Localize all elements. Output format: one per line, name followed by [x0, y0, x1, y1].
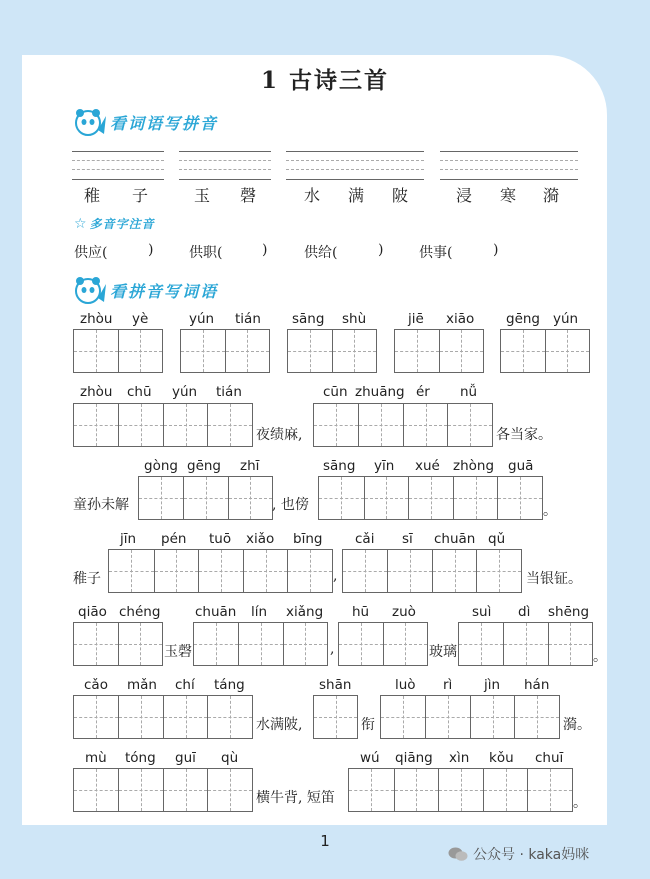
polyphone-item: ): [493, 242, 499, 258]
pinyin-label: gòng: [144, 458, 178, 474]
writing-grid[interactable]: [342, 549, 522, 593]
pinyin-label: mǎn: [127, 677, 157, 693]
pinyin-label: mù: [85, 750, 107, 766]
pinyin-label: tóng: [125, 750, 156, 766]
pinyin-label: shù: [342, 311, 367, 327]
panda-icon: [74, 274, 108, 306]
word-char: 玉: [194, 186, 211, 205]
pinyin-line[interactable]: [179, 151, 271, 180]
wechat-icon: [448, 846, 468, 862]
pinyin-label: jiē: [408, 311, 424, 327]
word-char: 浸: [456, 186, 473, 205]
pinyin-label: tián: [216, 384, 242, 400]
pinyin-label: sī: [402, 531, 413, 547]
pinyin-label: xué: [415, 458, 440, 474]
pinyin-label: pén: [161, 531, 187, 547]
pinyin-label: chuān: [195, 604, 237, 620]
writing-grid[interactable]: [108, 549, 333, 593]
word-char: 漪: [543, 186, 560, 205]
pinyin-label: yún: [553, 311, 579, 327]
pinyin-label: gēng: [187, 458, 222, 474]
pinyin-label: zhòu: [80, 384, 113, 400]
pinyin-line[interactable]: [286, 151, 424, 180]
writing-grid[interactable]: [500, 329, 590, 373]
sentence-text: 当银钲。: [526, 571, 582, 587]
pinyin-label: tián: [235, 311, 261, 327]
word-char: 子: [132, 186, 149, 205]
sentence-text: 稚子: [73, 571, 101, 587]
sentence-text: 漪。: [563, 717, 591, 733]
pinyin-label: xiāo: [446, 311, 475, 327]
pinyin-label: zhuāng: [355, 384, 405, 400]
sentence-text: 童孙未解: [73, 497, 129, 513]
pinyin-label: chū: [127, 384, 152, 400]
pinyin-label: xiǎo: [246, 531, 275, 547]
sentence-text: 。: [573, 795, 587, 811]
polyphone-item: ): [378, 242, 384, 258]
pinyin-label: sāng: [292, 311, 325, 327]
sentence-text: 玻璃: [429, 644, 457, 660]
polyphone-item: 供职(: [189, 245, 223, 261]
pinyin-label: nǚ: [460, 384, 478, 400]
polyphone-item: ): [148, 242, 154, 258]
polyphone-item: 供事(: [419, 245, 453, 261]
section-title: 多音字注音: [89, 217, 155, 231]
sentence-text: ,: [330, 641, 335, 657]
polyphone-item: 供给(: [304, 245, 338, 261]
pinyin-label: guī: [175, 750, 196, 766]
pinyin-label: táng: [214, 677, 245, 693]
pinyin-line[interactable]: [440, 151, 578, 180]
pinyin-label: shēng: [548, 604, 590, 620]
writing-grid[interactable]: [318, 476, 543, 520]
word-char: 稚: [84, 186, 101, 205]
pinyin-label: sāng: [323, 458, 356, 474]
pinyin-label: zhòng: [453, 458, 495, 474]
pinyin-label: yè: [132, 311, 149, 327]
section-header-words: [74, 274, 218, 306]
writing-grid[interactable]: [73, 695, 253, 739]
sentence-text: 。: [543, 503, 557, 519]
writing-grid[interactable]: [73, 403, 253, 447]
pinyin-label: lín: [251, 604, 268, 620]
word-char: 陂: [392, 186, 409, 205]
pinyin-label: chí: [175, 677, 195, 693]
pinyin-label: yún: [172, 384, 198, 400]
polyphone-item: 供应(: [74, 245, 108, 261]
page-number: 1: [320, 832, 330, 850]
writing-grid[interactable]: [458, 622, 593, 666]
sentence-text: 。: [593, 649, 607, 665]
pinyin-label: qiāo: [78, 604, 107, 620]
pinyin-label: suì: [472, 604, 492, 620]
writing-grid[interactable]: [193, 622, 328, 666]
polyphone-item: ): [262, 242, 268, 258]
sentence-text: 夜绩麻,: [256, 427, 303, 443]
writing-grid[interactable]: [338, 622, 428, 666]
writing-grid[interactable]: [180, 329, 270, 373]
word-char: 磬: [240, 186, 257, 205]
pinyin-label: cǎo: [84, 677, 108, 693]
word-char: 寒: [500, 186, 517, 205]
section-title: 看词语写拼音: [110, 113, 219, 133]
section-title: 看拼音写词语: [110, 281, 219, 301]
sentence-text: , 也傍: [272, 497, 309, 513]
pinyin-label: yún: [189, 311, 215, 327]
pinyin-label: cǎi: [355, 531, 375, 547]
writing-grid[interactable]: [73, 768, 253, 812]
writing-grid[interactable]: [380, 695, 560, 739]
pinyin-label: ér: [416, 384, 430, 400]
section-header-pinyin: [74, 106, 218, 138]
writing-grid[interactable]: [73, 329, 163, 373]
pinyin-label: zhī: [240, 458, 260, 474]
pinyin-label: kǒu: [489, 750, 514, 766]
pinyin-label: chuān: [434, 531, 476, 547]
pinyin-label: chuī: [535, 750, 564, 766]
pinyin-label: jīn: [120, 531, 137, 547]
writing-grid[interactable]: [287, 329, 377, 373]
pinyin-label: qǔ: [488, 531, 506, 547]
sentence-text: 横牛背, 短笛: [256, 790, 335, 806]
pinyin-label: jìn: [484, 677, 501, 693]
writing-grid[interactable]: [348, 768, 573, 812]
pinyin-label: gēng: [506, 311, 541, 327]
pinyin-label: bīng: [293, 531, 323, 547]
pinyin-label: xiǎng: [286, 604, 324, 620]
pinyin-label: hū: [352, 604, 370, 620]
pinyin-label: wú: [360, 750, 380, 766]
pinyin-label: shān: [319, 677, 352, 693]
sentence-text: 各当家。: [496, 427, 552, 443]
watermark: [448, 844, 589, 864]
writing-grid[interactable]: [313, 403, 493, 447]
pinyin-label: chéng: [119, 604, 161, 620]
pinyin-label: tuō: [209, 531, 232, 547]
writing-grid[interactable]: [73, 622, 163, 666]
sentence-text: 水满陂,: [256, 717, 303, 733]
pinyin-label: guā: [508, 458, 534, 474]
pinyin-label: zhòu: [80, 311, 113, 327]
writing-grid[interactable]: [394, 329, 484, 373]
star-icon: ☆: [74, 215, 88, 232]
watermark-text: 公众号 · kaka妈咪: [473, 847, 590, 863]
sentence-text: 玉磬: [164, 644, 192, 660]
word-char: 水: [304, 186, 321, 205]
pinyin-label: yīn: [374, 458, 395, 474]
writing-grid[interactable]: [313, 695, 358, 739]
pinyin-label: dì: [518, 604, 531, 620]
section-header-polyphone: [74, 215, 155, 232]
sentence-text: 衔: [361, 717, 375, 733]
word-char: 满: [348, 186, 365, 205]
writing-grid[interactable]: [138, 476, 273, 520]
panda-icon: [74, 106, 108, 138]
pinyin-label: cūn: [323, 384, 348, 400]
pinyin-label: zuò: [392, 604, 416, 620]
pinyin-label: luò: [395, 677, 416, 693]
pinyin-label: hán: [524, 677, 550, 693]
pinyin-label: qù: [221, 750, 239, 766]
pinyin-label: qiāng: [395, 750, 433, 766]
sentence-text: ,: [333, 568, 338, 584]
page-title: 1 古诗三首: [260, 67, 389, 94]
pinyin-label: xìn: [449, 750, 470, 766]
pinyin-line[interactable]: [72, 151, 164, 180]
pinyin-label: rì: [443, 677, 453, 693]
